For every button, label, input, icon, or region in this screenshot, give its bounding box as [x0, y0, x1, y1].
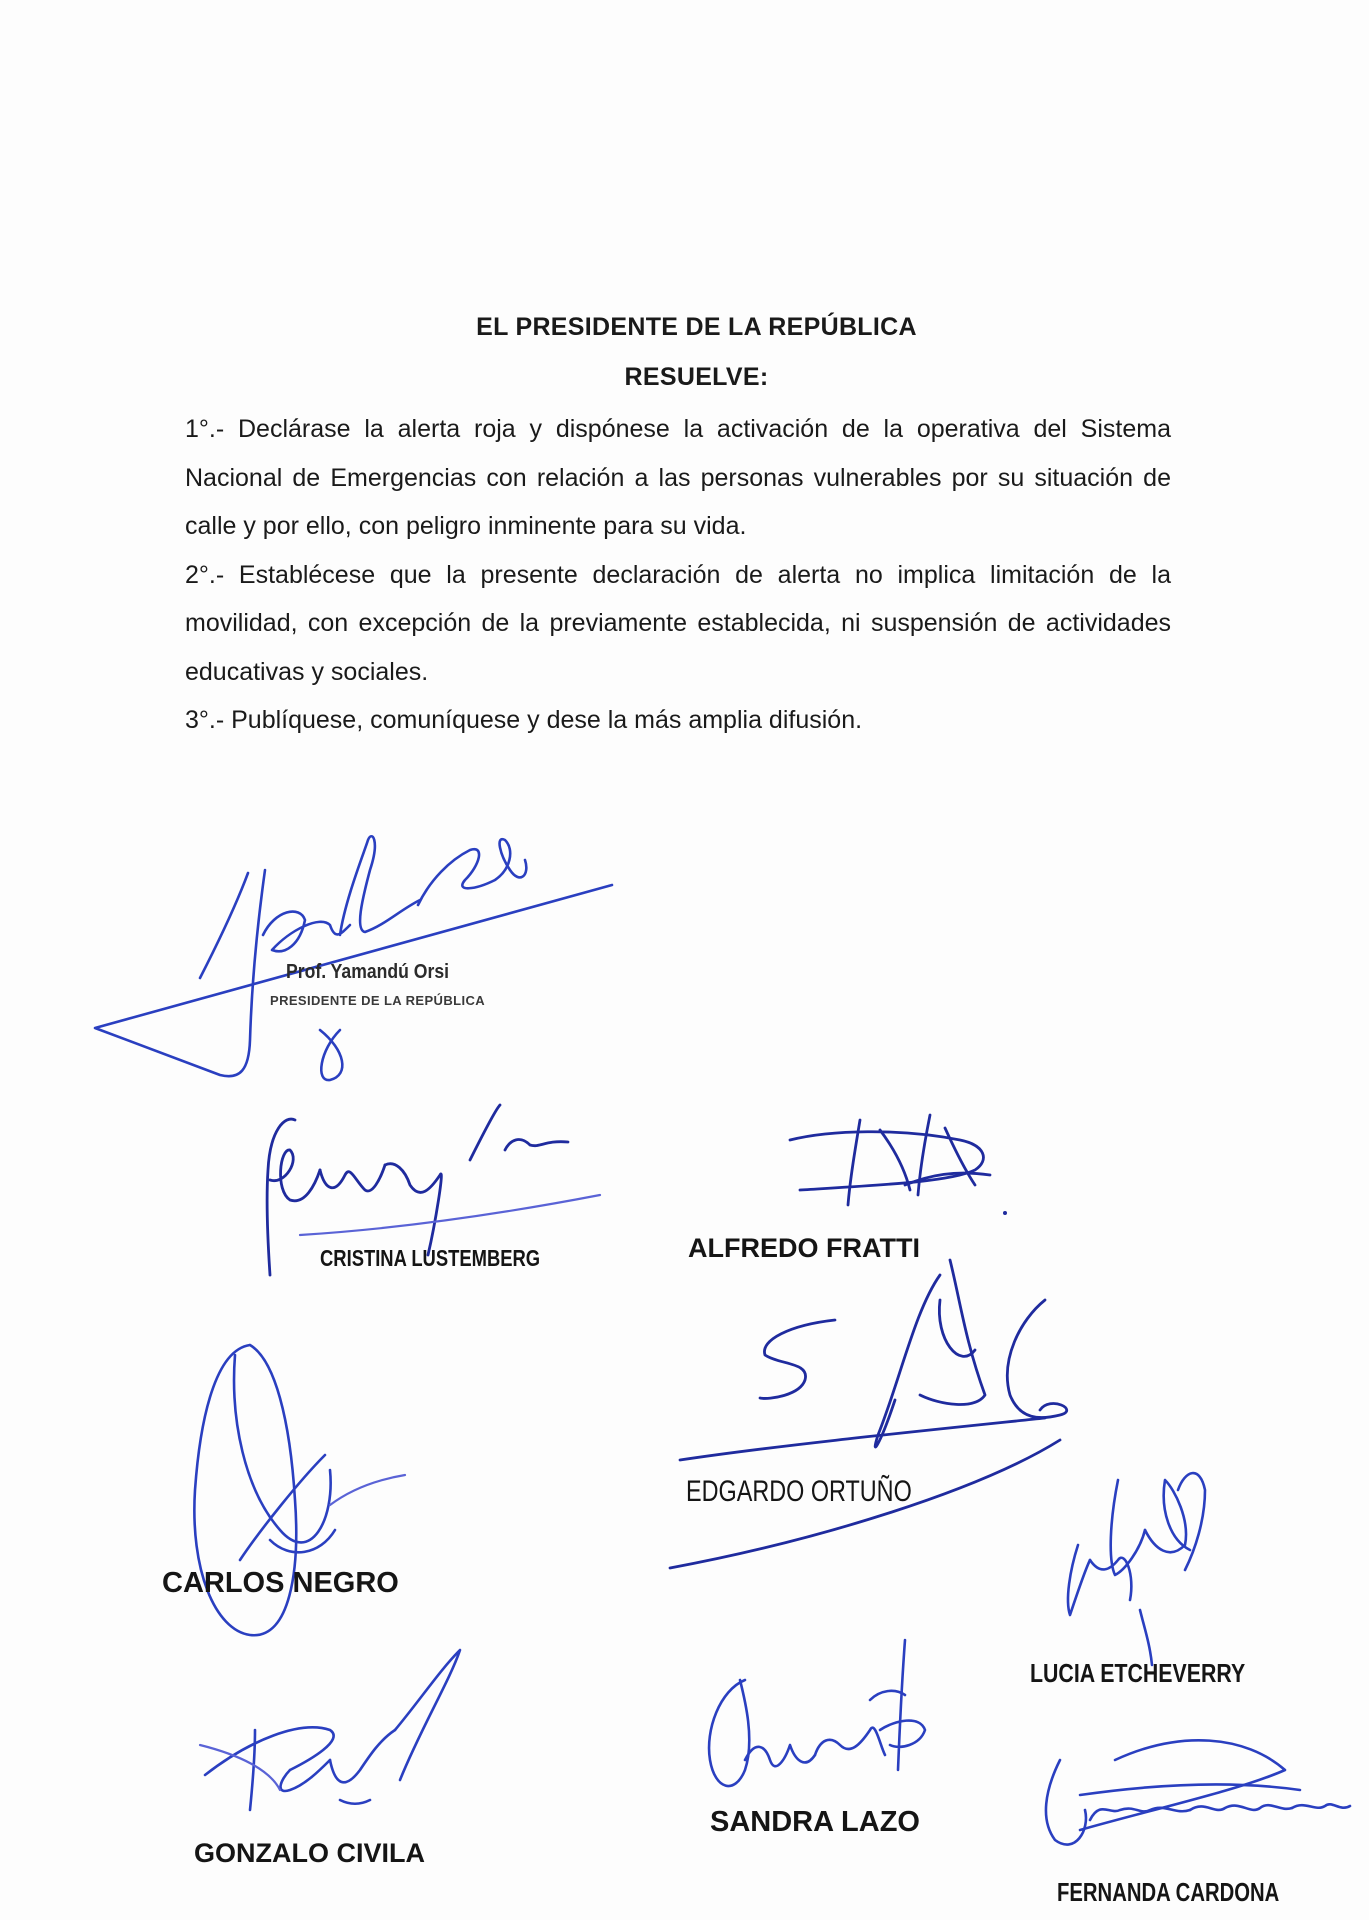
article-1: 1°.- Declárase la alerta roja y dispónese la activación de la operativa del Sistema Nacional de Emergencias con relación a las personas vulnerables por su situación de calle y por ello, con peligro inminente para su vida.	[185, 415, 1171, 540]
resolution-body	[185, 405, 1171, 745]
signatory-name: FERNANDA CARDONA	[1057, 1877, 1280, 1907]
signature-lazo	[709, 1640, 925, 1786]
signature-fratti	[790, 1115, 1007, 1215]
signature-ortuno	[670, 1260, 1067, 1568]
signatory-name: EDGARDO ORTUÑO	[686, 1475, 912, 1508]
signatory-name: LUCIA ETCHEVERRY	[1030, 1658, 1246, 1688]
signatory-name: SANDRA LAZO	[710, 1806, 920, 1838]
signatory-name: CARLOS NEGRO	[162, 1567, 399, 1599]
signatory-name: ALFREDO FRATTI	[688, 1233, 920, 1263]
resolution-heading: EL PRESIDENTE DE LA REPÚBLICA	[476, 313, 917, 341]
signature-etcheverry	[1068, 1473, 1205, 1665]
signature-cardona	[1046, 1740, 1350, 1844]
signatory-name: CRISTINA LUSTEMBERG	[320, 1245, 541, 1271]
article-3: 3°.- Publíquese, comuníquese y dese la más amplia difusión.	[185, 706, 863, 734]
resolution-subheading: RESUELVE:	[624, 363, 769, 391]
signature-president	[95, 836, 612, 1080]
article-2: 2°.- Establécese que la presente declaración de alerta no implica limitación de la movilidad, con excepción de la previamente establecida, ni suspensión de actividades educativas y sociales.	[185, 560, 1171, 686]
president-stamp-name: Prof. Yamandú Orsi	[286, 961, 450, 983]
signatory-name: GONZALO CIVILA	[194, 1838, 425, 1868]
president-stamp-title: PRESIDENTE DE LA REPÚBLICA	[270, 993, 486, 1008]
signature-civila	[200, 1650, 460, 1810]
